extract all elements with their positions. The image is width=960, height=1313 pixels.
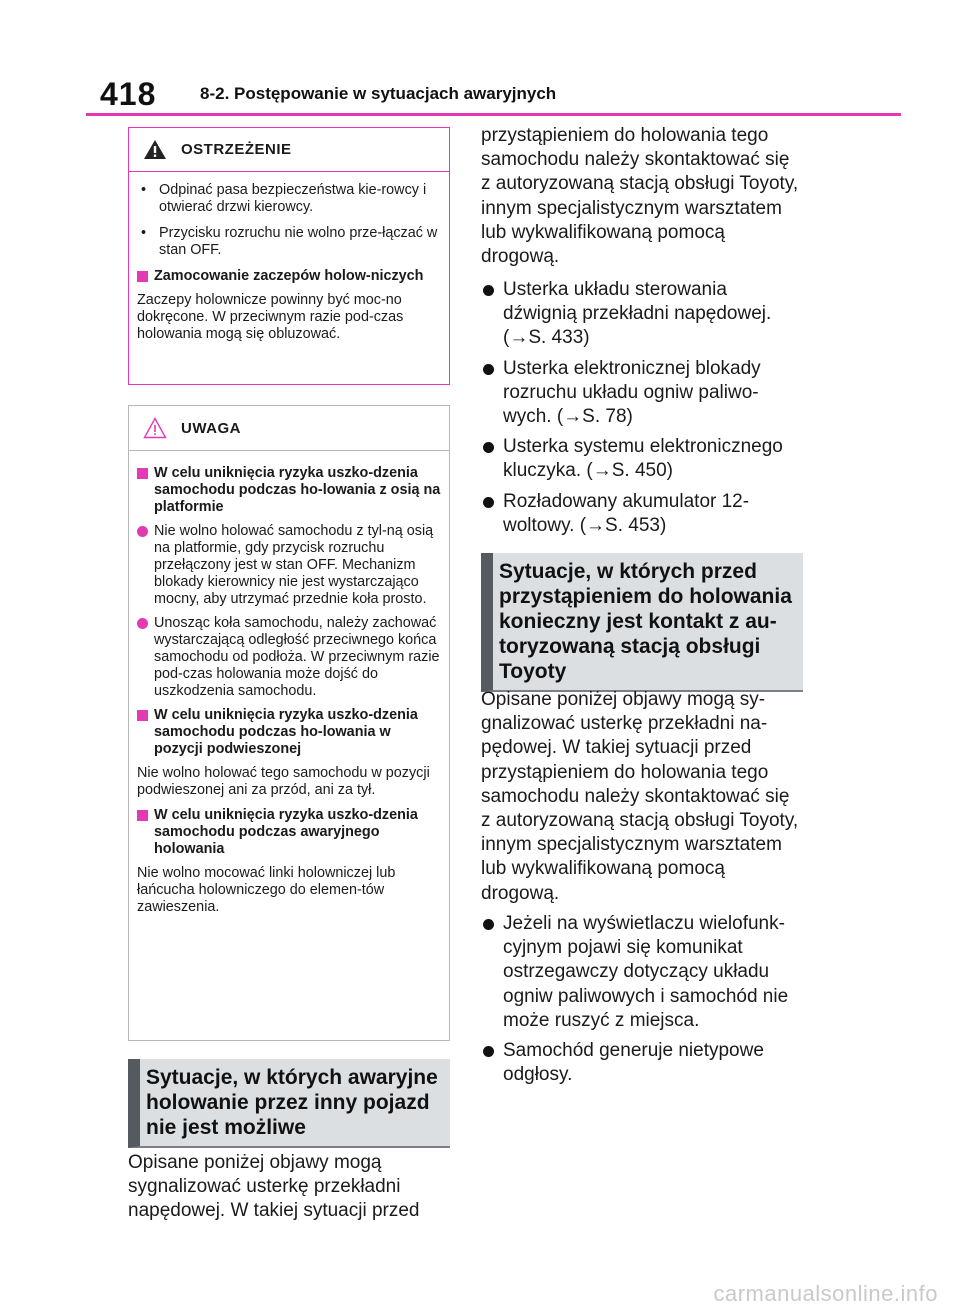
list-item: Jeżeli na wyświetlaczu wielofunk-cyjnym pojawi się komunikat ostrzegawczy dotyczący układu ogniw paliwowych i samochód nie może ruszyć z miejsca. xyxy=(481,912,803,1033)
notice-subheading: W celu uniknięcia ryzyka uszko-dzenia samochodu podczas ho-lowania z osią na platformie xyxy=(137,465,441,516)
dot-bullet-icon xyxy=(137,618,148,629)
list-item: Usterka układu sterowania dźwignią przekładni napędowej. (→S. 433) xyxy=(481,278,803,351)
warning-subheading: Zamocowanie zaczepów holow-niczych xyxy=(137,268,441,285)
notice-subheading: W celu uniknięcia ryzyka uszko-dzenia samochodu podczas awaryjnego holowania xyxy=(137,807,441,858)
caution-triangle-icon xyxy=(143,417,167,439)
warning-bullet: • Przycisku rozruchu nie wolno prze-łączać w stan OFF. xyxy=(141,225,438,258)
right-bullet-list-top xyxy=(481,272,803,540)
warning-paragraph: Zaczepy holownicze powinny być moc-no dokręcone. W przeciwnym razie pod-czas holowania mogą się obluzować. xyxy=(137,292,404,342)
notice-box-title: UWAGA xyxy=(181,419,241,437)
left-section-heading: Sytuacje, w których awaryjne holowanie przez inny pojazd nie jest możliwe xyxy=(128,1059,450,1148)
list-item: Samochód generuje nietypowe odgłosy. xyxy=(481,1039,803,1087)
square-bullet-icon xyxy=(137,810,148,821)
square-bullet-icon xyxy=(137,468,148,479)
square-bullet-icon xyxy=(137,271,148,282)
page-number: 418 xyxy=(100,76,157,112)
square-bullet-icon xyxy=(137,710,148,721)
right-section-text: Opisane poniżej objawy mogą sy-gnalizować usterkę przekładni na-pędowej. W takiej sytuacji przed przystąpieniem do holowania tego samochodu należy skontaktować się z autoryzowaną stacją obsługi Toyoty, innym specjalistycznym warsztatem lub wykwalifikowaną pomocą drogową. xyxy=(481,689,799,904)
list-item: Rozładowany akumulator 12-woltowy. (→S. 453) xyxy=(481,490,803,538)
header-rule xyxy=(86,113,901,116)
section-title: 8-2. Postępowanie w sytuacjach awaryjnych xyxy=(200,84,557,103)
warning-triangle-icon xyxy=(143,139,167,160)
dot-bullet-icon xyxy=(483,285,494,296)
watermark: carmanualsonline.info xyxy=(713,1281,938,1306)
warning-box xyxy=(128,127,450,385)
notice-paragraph: Nie wolno holować tego samochodu w pozycji podwieszonej ani za przód, ani za tył. xyxy=(137,765,430,798)
notice-dot-item: Unosząc koła samochodu, należy zachować wystarczającą odległość przeciwnego końca samochodu od podłoża. W przeciwnym razie pod-czas holowania może dojść do uszkodzenia samochodu. xyxy=(137,615,441,700)
notice-paragraph: Nie wolno mocować linki holowniczej lub łańcucha holowniczego do elemen-tów zawieszenia. xyxy=(137,865,396,915)
warning-bullet: • Odpinać pasa bezpieczeństwa kie-rowcy i otwierać drzwi kierowcy. xyxy=(141,182,427,215)
dot-bullet-icon xyxy=(483,497,494,508)
dot-bullet-icon xyxy=(483,442,494,453)
list-item: Usterka elektronicznej blokady rozruchu układu ogniw paliwo-wych. (→S. 78) xyxy=(481,357,803,430)
notice-dot-item: Nie wolno holować samochodu z tyl-ną osią na platformie, gdy przycisk rozruchu przełączony jest w stan OFF. Mechanizm blokady kierownicy nie jest wystarczająco mocny, aby utrzymać przednie koła prosto. xyxy=(137,523,441,608)
warning-box-header xyxy=(129,128,449,172)
left-section-text: Opisane poniżej objawy mogą sygnalizować usterkę przekładni napędowej. W takiej sytuacji przed xyxy=(128,1152,420,1222)
right-intro-text: przystąpieniem do holowania tego samochodu należy skontaktować się z autoryzowaną stacją obsługi Toyoty, innym specjalistycznym warsztatem lub wykwalifikowaną pomocą drogową. xyxy=(481,125,799,268)
notice-box-header xyxy=(129,406,449,451)
list-item: Usterka systemu elektronicznego kluczyka. (→S. 450) xyxy=(481,435,803,483)
dot-bullet-icon xyxy=(483,1046,494,1057)
notice-box xyxy=(128,405,450,1041)
notice-subheading: W celu uniknięcia ryzyka uszko-dzenia samochodu podczas ho-lowania w pozycji podwieszonej xyxy=(137,707,441,758)
dot-bullet-icon xyxy=(483,364,494,375)
dot-bullet-icon xyxy=(483,919,494,930)
right-bullet-list-bottom xyxy=(481,906,803,1089)
warning-box-title: OSTRZEŻENIE xyxy=(181,141,292,158)
right-section-heading: Sytuacje, w których przed przystąpieniem do holowania konieczny jest kontakt z au-toryzowaną stacją obsługi Toyoty xyxy=(481,553,803,692)
dot-bullet-icon xyxy=(137,526,148,537)
